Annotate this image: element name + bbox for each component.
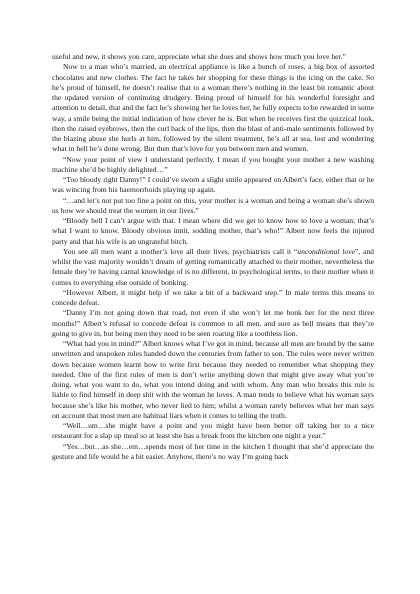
paragraph-2: Now to a man who’s married, an electrical appliance is like a bunch of roses, a big box of assorted chocolates and new clothes. The fact he takes her shopping for these things is the icing on the cake. So he’s proud of himself, he doesn’t realise that to a woman there’s nothing in the least bit romantic about the updated version of continuing drudgery. Being proud of himself for his wonderful foresight and attention to detail, that and the fact he’s showing her he loves her, he fully expects to be rewarded in some way, a smile being the initial indication of how clever he is. But when he receives first the quizzical look, then the raised eyebrows, then the curl back of the lips, then the blast of anti-male sentiments followed by the blazing abuse she hurls at him, followed by the silent treatment, he’s all at sea, lost and wondering what in hell he’s done wrong. But then that’s love for you between men and women.: [52, 62, 374, 154]
paragraph-1: useful and new, it shows you care, appreciate what she does and shows how much you love her.”: [52, 52, 346, 61]
paragraph-7-italic-term: unconditional love: [297, 246, 355, 256]
paragraph-8: “However Albert, it might help if we take a bit of a backward step.” In male terms this means to concede defeat.: [52, 287, 374, 307]
paragraph-7-rest: ”, and whilst the vast majority wouldn’t dream of getting romantically attached to their mother, nevertheless the female they’re having carnal knowledge of is no different, in psychological terms, to their mother when it comes to everything else outside of bonking.: [52, 246, 374, 287]
paragraph-10: “What had you in mind?” Albert knows what I’ve got in mind, because all men are bound by the same unwritten and unspoken rules handed down the centuries from father to son. The rules were never written down because women learnt how to write first because they needed to remember what shopping they needed. One of the first rules of men is don’t write anything down that might give away what you’re doing, what you want to do, what you intend doing and with whom. Any man who breaks this rule is liable to find himself in deep shit with the woman he loves. A man tends to believe what his woman says because she’s like his mother, who never lied to him; whilst a woman rarely believes what her man says on account that most men are habitual liars when it comes to telling the truth.: [52, 339, 374, 420]
paragraph-12: “Yes…but…as she…em…spends most of her time in the kitchen I thought that she’d appreciate the gesture and life would be a bit easier. Anyhow, there’s no way I’m going back: [52, 441, 374, 461]
paragraph-3: “Now your point of view I understand perfectly. I mean if you bought your mother a new washing machine she’d be highly delighted…”: [52, 154, 374, 174]
paragraph-11: “Well…um…she might have a point and you might have been better off taking her to a nice restaurant for a slap up meal so at least she has a break from the kitchen one night a year.”: [52, 421, 374, 441]
paragraph-7-lead: You see all men want a mother’s love all their lives, psychiatrists call it “: [63, 246, 298, 256]
paragraph-6: “Bloody hell I can’t argue with that. I mean where did we get to know how to love a woman; that’s what I want to know. Bloody obvious innit, sodding mother, that’s who!” Albert now feels the injured party and that his wife is an ungrateful bitch.: [52, 216, 374, 246]
paragraph-9: “Danny I’m not going down that road, not even if she won’t let me bonk her for the next three months!” Albert’s refusal to concede defeat is common to all men, and sure as hell means that they’re going to give in, but being men they need to be seen roaring like a toothless lion.: [52, 308, 374, 338]
paragraph-4: “Too bloody right Danny!” I could’ve sworn a slight smile appeared on Albert’s face, either that or he was wincing from his haemorrhoids playing up again.: [52, 175, 374, 195]
paragraph-7: [52, 247, 374, 288]
paragraph-5: “…and let’s not put too fine a point on this, your mother is a woman and being a woman she’s shown us how we should treat the women in our lives.”: [52, 195, 374, 215]
